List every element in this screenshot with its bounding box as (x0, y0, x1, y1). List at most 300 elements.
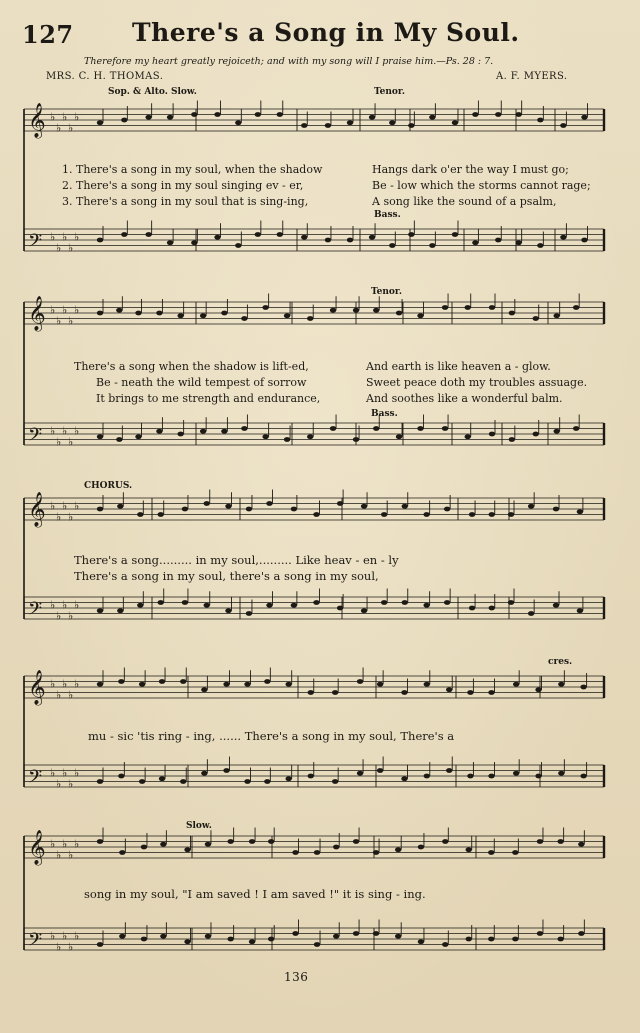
note-head (528, 504, 534, 509)
note-head (424, 774, 430, 779)
treble-clef-icon: 𝄞 (28, 670, 46, 705)
note-head (201, 771, 207, 776)
note-head (402, 600, 408, 605)
note-head (513, 682, 519, 687)
note-head (467, 690, 473, 695)
flat-icon: ♭ (62, 929, 68, 943)
note-head (221, 429, 227, 434)
note-head (347, 120, 353, 125)
note-head (389, 120, 395, 125)
verse-3-line2-right: And soothes like a wonderful balm. (366, 392, 563, 405)
note-head (301, 123, 307, 128)
note-head (553, 429, 559, 434)
note-head (495, 238, 501, 243)
note-head (97, 507, 103, 512)
note-head (581, 238, 587, 243)
verse-2-line2-right: Sweet peace doth my troubles assuage. (366, 376, 588, 389)
note-head (177, 432, 183, 437)
note-head (361, 608, 367, 613)
note-head (241, 316, 247, 321)
flat-icon: ♭ (56, 688, 62, 702)
note-head (429, 243, 435, 248)
flat-icon: ♭ (62, 110, 68, 124)
note-head (139, 779, 145, 784)
note-head (118, 679, 124, 684)
note-head (508, 512, 514, 517)
note-head (332, 779, 338, 784)
page-number: 136 (284, 970, 309, 984)
flat-icon: ♭ (50, 303, 56, 317)
note-head (535, 687, 541, 692)
note-head (314, 942, 320, 947)
verse-1-left: 1. There's a song in my soul, when the shadow (62, 163, 323, 176)
bass-clef-icon: 𝄢 (28, 767, 43, 792)
flat-icon: ♭ (74, 766, 80, 780)
bass-clef-icon: 𝄢 (28, 599, 43, 624)
note-head (204, 501, 210, 506)
flat-icon: ♭ (74, 837, 80, 851)
note-head (333, 845, 339, 850)
scripture-epigraph: Therefore my heart greatly rejoiceth; and with my song will I praise him.—Ps. 28 : 7. (84, 56, 494, 67)
note-head (533, 432, 539, 437)
note-head (401, 776, 407, 781)
note-head (314, 850, 320, 855)
note-head (578, 842, 584, 847)
flat-icon: ♭ (50, 766, 56, 780)
note-head (467, 774, 473, 779)
note-head (361, 504, 367, 509)
note-head (553, 603, 559, 608)
note-head (159, 776, 165, 781)
flat-icon: ♭ (68, 121, 74, 135)
flat-icon: ♭ (62, 766, 68, 780)
flat-icon: ♭ (56, 777, 62, 791)
note-head (472, 112, 478, 117)
note-head (373, 850, 379, 855)
note-head (488, 690, 494, 695)
note-head (291, 603, 297, 608)
note-head (141, 845, 147, 850)
verse-2-right: Be - low which the storms cannot rage; (372, 179, 591, 192)
note-head (353, 839, 359, 844)
note-head (577, 608, 583, 613)
treble-clef-icon: 𝄞 (28, 103, 46, 138)
note-head (225, 608, 231, 613)
note-head (469, 606, 475, 611)
note-head (423, 603, 429, 608)
flat-icon: ♭ (50, 677, 56, 691)
marking-cres: cres. (548, 657, 573, 667)
note-head (291, 507, 297, 512)
note-head (424, 682, 430, 687)
note-head (489, 512, 495, 517)
note-head (558, 682, 564, 687)
note-head (446, 768, 452, 773)
note-head (139, 682, 145, 687)
flat-icon: ♭ (68, 777, 74, 791)
flat-icon: ♭ (56, 510, 62, 524)
verse-3-line2-left: It brings to me strength and endurance, (96, 392, 321, 405)
note-head (255, 232, 261, 237)
note-head (495, 112, 501, 117)
note-head (512, 937, 518, 942)
note-head (465, 434, 471, 439)
note-head (357, 771, 363, 776)
flat-icon: ♭ (56, 940, 62, 954)
note-head (116, 308, 122, 313)
flat-icon: ♭ (74, 598, 80, 612)
note-head (97, 779, 103, 784)
note-head (191, 240, 197, 245)
note-head (446, 687, 452, 692)
note-head (227, 937, 233, 942)
flat-icon: ♭ (56, 609, 62, 623)
note-head (227, 839, 233, 844)
note-head (444, 600, 450, 605)
note-head (246, 507, 252, 512)
note-head (182, 507, 188, 512)
note-head (255, 112, 261, 117)
note-head (353, 437, 359, 442)
note-head (264, 779, 270, 784)
note-head (389, 243, 395, 248)
note-head (429, 115, 435, 120)
note-head (560, 235, 566, 240)
note-head (408, 123, 414, 128)
note-head (119, 934, 125, 939)
flat-icon: ♭ (62, 424, 68, 438)
note-head (369, 235, 375, 240)
flat-icon: ♭ (74, 424, 80, 438)
note-head (357, 679, 363, 684)
note-head (442, 426, 448, 431)
note-head (156, 429, 162, 434)
marking-bass-2: Bass. (371, 409, 398, 419)
note-head (573, 426, 579, 431)
verse-3-left: 3. There's a song in my soul that is sing-ing, (62, 195, 309, 208)
note-head (560, 123, 566, 128)
note-head (235, 120, 241, 125)
note-head (418, 939, 424, 944)
note-head (284, 313, 290, 318)
note-head (537, 931, 543, 936)
note-head (249, 839, 255, 844)
note-head (214, 112, 220, 117)
note-head (200, 429, 206, 434)
marking-tenor-2: Tenor. (371, 287, 402, 297)
note-head (373, 308, 379, 313)
note-head (301, 235, 307, 240)
note-head (268, 839, 274, 844)
flat-icon: ♭ (50, 110, 56, 124)
note-head (333, 934, 339, 939)
note-head (553, 313, 559, 318)
flat-icon: ♭ (50, 929, 56, 943)
note-head (177, 313, 183, 318)
note-head (533, 316, 539, 321)
flat-icon: ♭ (74, 110, 80, 124)
marking-slow: Slow. (186, 821, 212, 831)
composer-credit: A. F. MYERS. (496, 71, 568, 82)
note-head (204, 603, 210, 608)
flat-icon: ♭ (62, 598, 68, 612)
note-head (285, 682, 291, 687)
note-head (135, 434, 141, 439)
note-head (408, 232, 414, 237)
note-head (182, 600, 188, 605)
note-head (223, 682, 229, 687)
flat-icon: ♭ (68, 314, 74, 328)
bass-clef-icon: 𝄢 (28, 425, 43, 450)
note-head (537, 243, 543, 248)
note-head (509, 437, 515, 442)
note-head (118, 774, 124, 779)
note-head (180, 679, 186, 684)
note-head (205, 842, 211, 847)
note-head (313, 512, 319, 517)
flat-icon: ♭ (68, 435, 74, 449)
note-head (200, 313, 206, 318)
note-head (292, 931, 298, 936)
note-head (489, 305, 495, 310)
flat-icon: ♭ (68, 241, 74, 255)
note-head (377, 682, 383, 687)
flat-icon: ♭ (56, 435, 62, 449)
lyricist-credit: MRS. C. H. THOMAS. (46, 71, 164, 82)
bass-clef-icon: 𝄢 (28, 231, 43, 256)
note-head (277, 232, 283, 237)
verse-1-line2-left: There's a song when the shadow is lift-ed, (74, 360, 309, 373)
note-head (512, 850, 518, 855)
verse-1-right: Hangs dark o'er the way I must go; (372, 163, 569, 176)
verse-2-line2-left: Be - neath the wild tempest of sorrow (96, 376, 307, 389)
note-head (167, 240, 173, 245)
note-head (141, 937, 147, 942)
hymn-number: 127 (22, 20, 74, 49)
chorus-line-2: There's a song in my soul, there's a song in my soul, (74, 569, 379, 583)
flat-icon: ♭ (68, 940, 74, 954)
note-head (442, 942, 448, 947)
note-head (418, 845, 424, 850)
flat-icon: ♭ (62, 677, 68, 691)
note-head (528, 611, 534, 616)
note-head (515, 240, 521, 245)
note-head (396, 434, 402, 439)
note-head (488, 774, 494, 779)
note-head (277, 112, 283, 117)
flat-icon: ♭ (68, 510, 74, 524)
note-head (381, 512, 387, 517)
note-heads (97, 101, 588, 947)
flat-icon: ♭ (50, 598, 56, 612)
note-head (308, 774, 314, 779)
chorus-line-4: song in my soul, "I am saved ! I am saved !" it is sing - ing. (84, 887, 426, 901)
note-head (466, 847, 472, 852)
note-head (535, 774, 541, 779)
note-head (381, 600, 387, 605)
note-head (221, 311, 227, 316)
flat-icon: ♭ (68, 609, 74, 623)
note-head (332, 690, 338, 695)
marking-sop-alto-slow: Sop. & Alto. Slow. (108, 87, 197, 97)
note-head (225, 504, 231, 509)
note-head (557, 839, 563, 844)
note-head (214, 235, 220, 240)
note-head (184, 939, 190, 944)
note-head (515, 112, 521, 117)
marking-chorus: CHORUS. (84, 481, 133, 491)
note-head (97, 434, 103, 439)
note-head (191, 112, 197, 117)
note-head (292, 850, 298, 855)
note-head (117, 504, 123, 509)
note-head (145, 115, 151, 120)
flat-icon: ♭ (62, 303, 68, 317)
note-head (509, 311, 515, 316)
note-head (158, 512, 164, 517)
note-head (97, 608, 103, 613)
note-head (578, 931, 584, 936)
note-head (121, 118, 127, 123)
note-head (553, 507, 559, 512)
note-head (401, 690, 407, 695)
flat-icon: ♭ (74, 677, 80, 691)
note-head (158, 600, 164, 605)
note-head (137, 603, 143, 608)
flat-icon: ♭ (74, 929, 80, 943)
flat-icon: ♭ (56, 314, 62, 328)
treble-clef-icon: 𝄞 (28, 296, 46, 331)
note-head (369, 115, 375, 120)
flat-icon: ♭ (56, 848, 62, 862)
chorus-line-3: mu - sic 'tis ring - ing, ...... There's a song in my soul, There's a (88, 729, 455, 743)
note-head (223, 768, 229, 773)
note-head (235, 243, 241, 248)
note-head (489, 606, 495, 611)
note-head (97, 120, 103, 125)
marking-bass: Bass. (374, 210, 401, 220)
note-head (244, 779, 250, 784)
flat-icon: ♭ (62, 499, 68, 513)
note-head (377, 768, 383, 773)
flat-icon: ♭ (56, 241, 62, 255)
note-head (353, 308, 359, 313)
flat-icon: ♭ (74, 230, 80, 244)
chorus-line-1: There's a song......... in my soul,......... Like heav - en - ly (74, 553, 399, 567)
note-head (330, 308, 336, 313)
note-head (452, 120, 458, 125)
note-head (97, 311, 103, 316)
note-head (180, 779, 186, 784)
flat-icon: ♭ (62, 837, 68, 851)
staff-lines (24, 103, 604, 955)
note-head (466, 937, 472, 942)
note-head (97, 942, 103, 947)
note-head (537, 839, 543, 844)
note-head (325, 238, 331, 243)
note-head (417, 426, 423, 431)
note-head (488, 937, 494, 942)
note-head (442, 839, 448, 844)
note-head (337, 606, 343, 611)
flat-icon: ♭ (50, 837, 56, 851)
treble-clef-icon: 𝄞 (28, 492, 46, 527)
hymn-title: There's a Song in My Soul. (132, 18, 520, 47)
marking-tenor: Tenor. (374, 87, 405, 97)
note-head (249, 939, 255, 944)
note-head (337, 501, 343, 506)
note-head (119, 850, 125, 855)
note-head (325, 123, 331, 128)
note-head (402, 504, 408, 509)
note-head (537, 118, 543, 123)
note-head (285, 776, 291, 781)
note-head (244, 682, 250, 687)
treble-clef-icon: 𝄞 (28, 830, 46, 865)
note-head (395, 847, 401, 852)
flat-icon: ♭ (74, 303, 80, 317)
note-head (264, 679, 270, 684)
note-head (472, 240, 478, 245)
note-head (557, 937, 563, 942)
note-head (307, 434, 313, 439)
note-head (580, 774, 586, 779)
note-head (145, 232, 151, 237)
note-head (284, 437, 290, 442)
flat-icon: ♭ (50, 424, 56, 438)
note-head (307, 316, 313, 321)
note-head (262, 434, 268, 439)
note-head (444, 507, 450, 512)
note-head (580, 685, 586, 690)
flat-icon: ♭ (56, 121, 62, 135)
note-head (353, 931, 359, 936)
note-head (184, 847, 190, 852)
note-head (121, 232, 127, 237)
note-head (577, 509, 583, 514)
note-head (160, 842, 166, 847)
note-head (308, 690, 314, 695)
note-head (137, 512, 143, 517)
note-head (160, 934, 166, 939)
note-head (347, 238, 353, 243)
note-head (423, 512, 429, 517)
note-head (266, 501, 272, 506)
flat-icon: ♭ (50, 499, 56, 513)
note-head (373, 931, 379, 936)
note-head (268, 937, 274, 942)
note-head (97, 238, 103, 243)
note-head (313, 600, 319, 605)
note-head (156, 311, 162, 316)
verse-3-right: A song like the sound of a psalm, (372, 195, 557, 208)
flat-icon: ♭ (68, 688, 74, 702)
note-head (395, 934, 401, 939)
bass-clef-icon: 𝄢 (28, 930, 43, 955)
note-head (246, 611, 252, 616)
note-head (558, 771, 564, 776)
note-head (508, 600, 514, 605)
note-head (452, 232, 458, 237)
note-head (442, 305, 448, 310)
note-head (159, 679, 165, 684)
note-head (396, 311, 402, 316)
verse-2-left: 2. There's a song in my soul singing ev - er, (62, 179, 304, 192)
note-head (116, 437, 122, 442)
flat-icon: ♭ (68, 848, 74, 862)
note-head (417, 313, 423, 318)
note-head (205, 934, 211, 939)
